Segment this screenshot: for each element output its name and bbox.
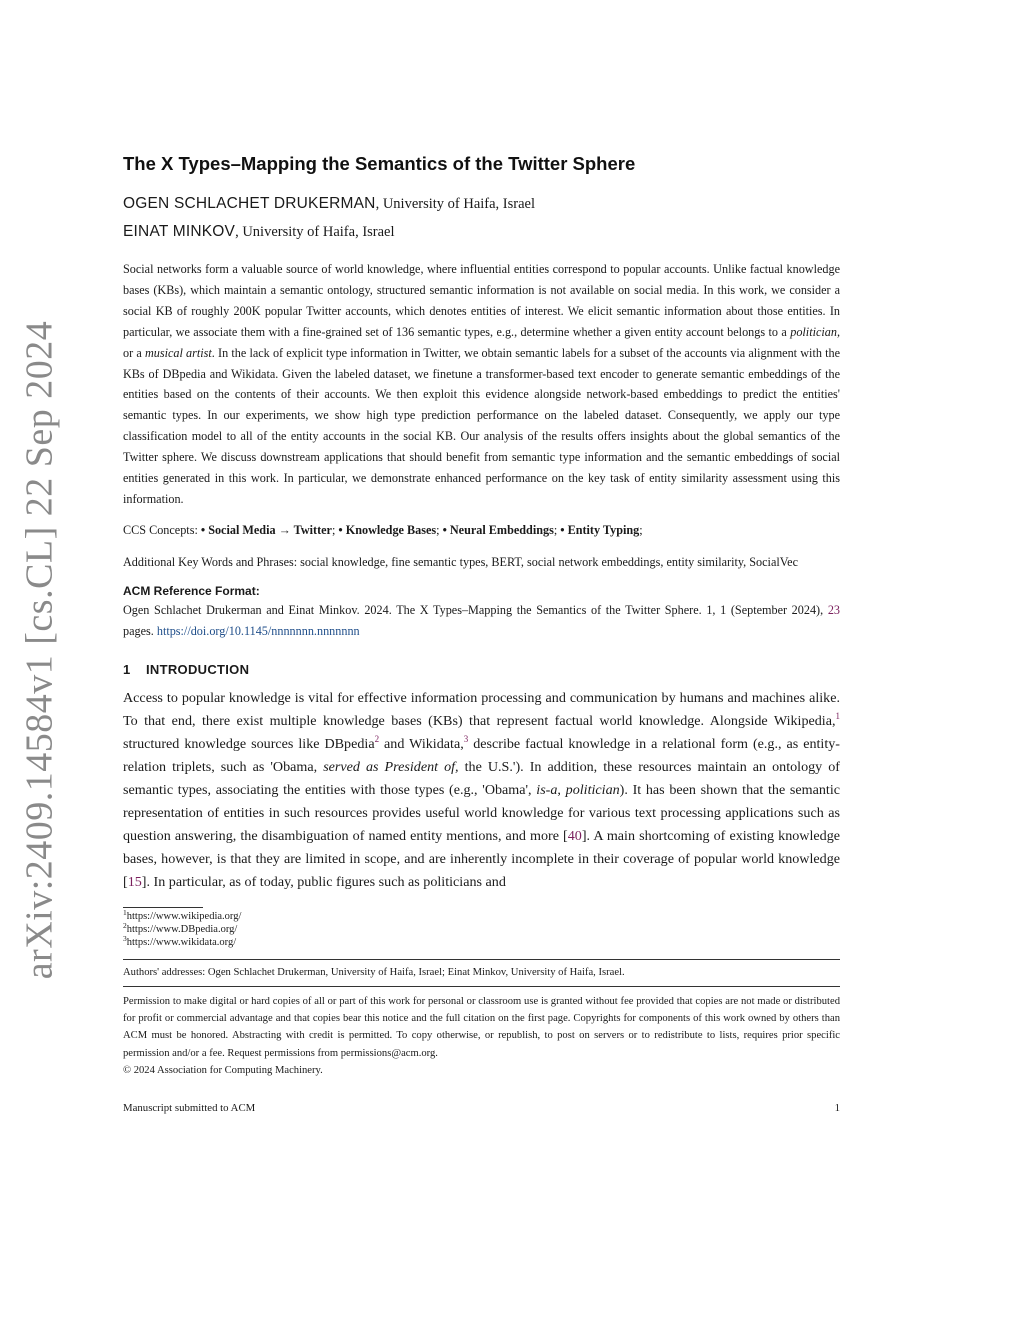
section-heading — [123, 662, 840, 677]
abstract-part-3: . In the lack of explicit type information in Twitter, we obtain semantic labels for a subset of the accounts via alignment with the KBs of DBpedia and Wikidata. Given the labeled dataset, we finetune a transformer-based text encoder to generate semantic embeddings of the entities based on the contents of their accounts. We then exploit this evidence alongside network-based embeddings to predict the entities' semantic types. In our experiments, we show high type prediction performance on the labeled dataset. Consequently, we apply our type classification model to all of the entity accounts in the social KB. Our analysis of the results offers insights about the global semantics of the Twitter sphere. We discuss downstream applications that should benefit from semantic type information and the semantic embeddings of social entities generated in this work. In particular, we demonstrate enhanced performance on the key task of entity similarity assessment using this information. — [123, 345, 840, 506]
intro-text-9: ]. In particular, as of today, public figures such as politicians and — [141, 874, 506, 891]
intro-text-4: describe factual knowledge in a relational form (e.g., as entity-relation triplets, such as 'Obama, — [123, 735, 840, 775]
ccs-sep-1: ; — [331, 522, 339, 537]
footnote-ref-2[interactable]: 2 — [374, 733, 380, 744]
ccs-concepts — [123, 520, 840, 540]
ccs-concept-3: • Neural Embeddings — [442, 522, 554, 537]
citation-15[interactable]: 15 — [127, 874, 142, 891]
paper-title: The X Types–Mapping the Semantics of the Twitter Sphere — [123, 153, 636, 174]
abstract-part-2: or a — [123, 345, 145, 360]
intro-text-3: and Wikidata, — [379, 735, 464, 752]
page-number: 1 — [834, 1102, 840, 1114]
doi-link[interactable]: https://doi.org/10.1145/nnnnnnn.nnnnnnn — [156, 623, 360, 638]
footnote-rule — [123, 907, 203, 908]
arxiv-stamp-text: arXiv:2409.14584v1 [cs.CL] 22 Sep 2024 — [18, 320, 61, 980]
intro-text-7: ). It has been shown that the semantic representation of entities in such resources provides useful world knowledge for various text processing applications such as question answering, the disambiguation of named entity mentions, and more [ — [123, 782, 840, 845]
ccs-concept-2: • Knowledge Bases — [338, 522, 437, 537]
footer-manuscript: Manuscript submitted to ACM — [123, 1102, 256, 1114]
author-1 — [123, 193, 840, 215]
intro-text-6: , — [557, 782, 566, 799]
ccs-end: ; — [639, 522, 643, 537]
author-2-affiliation: , University of Haifa, Israel — [235, 224, 395, 240]
paper-page — [123, 153, 840, 1079]
intro-text-1: Access to popular knowledge is vital for effective information processing and communication by humans and machines alike. To that end, there exist multiple knowledge bases (KBs) that represent factual world knowledge. Alongside Wikipedia, — [123, 689, 840, 729]
ccs-sep-3: ; — [553, 522, 561, 537]
footnote-2-url[interactable]: https://www.DBpedia.org/ — [126, 923, 238, 935]
addresses-rule — [123, 959, 840, 960]
reference-heading: ACM Reference Format: — [123, 583, 260, 598]
footnote-2 — [123, 920, 840, 936]
citation-40[interactable]: 40 — [567, 828, 582, 845]
ccs-concept-4: • Entity Typing — [560, 522, 640, 537]
permission-rule — [123, 986, 840, 987]
reference-text: Ogen Schlachet Drukerman and Einat Minkov. 2024. The X Types–Mapping the Semantics of the Twitter Sphere. 1, 1 (September 2024), — [123, 602, 828, 617]
footnote-ref-1[interactable]: 1 — [835, 710, 840, 721]
footnote-3-num: 3 — [123, 933, 127, 943]
abstract-em-musical-artist: musical artist — [144, 345, 212, 360]
arxiv-stamp — [14, 320, 64, 980]
pages-link[interactable]: 23 — [827, 602, 840, 617]
reference-format — [123, 600, 840, 642]
footnote-3 — [123, 933, 840, 949]
intro-paragraph — [123, 687, 840, 895]
section-number: 1 — [123, 661, 131, 677]
footnote-3-url[interactable]: https://www.wikidata.org/ — [126, 936, 237, 948]
section-title: INTRODUCTION — [146, 661, 250, 677]
ccs-sep-2: ; — [436, 522, 443, 537]
pages-word: pages. — [123, 623, 157, 638]
copyright-notice: © 2024 Association for Computing Machinery. — [123, 1065, 323, 1077]
footnote-1-url[interactable]: https://www.wikipedia.org/ — [126, 910, 242, 922]
intro-em-is-a: is-a — [536, 782, 558, 799]
abstract — [123, 259, 840, 510]
footnote-1-num: 1 — [123, 907, 127, 917]
footnote-1 — [123, 907, 840, 923]
footnote-ref-3[interactable]: 3 — [463, 733, 469, 744]
intro-em-served: served as President of, — [323, 758, 459, 775]
intro-text-8: ]. A main shortcoming of existing knowledge bases, however, is that they are limited in scope, and are inherently incomplete in their coverage of popular world knowledge [ — [123, 828, 840, 891]
author-1-affiliation: , University of Haifa, Israel — [375, 196, 536, 212]
page-footer — [123, 1102, 840, 1114]
intro-text-5: the U.S.'). In addition, these resources maintain an ontology of semantic types, associating the entities with those types (e.g., 'Obama', — [123, 758, 840, 799]
ccs-label: CCS Concepts: — [123, 522, 201, 537]
permission-notice: Permission to make digital or hard copies of all or part of this work for personal or classroom use is granted without fee provided that copies are not made or distributed for profit or commercial advantage and that copies bear this notice and the full citation on the first page. Copyrights for components of this work owned by others than ACM must be honored. Abstracting with credit is permitted. To copy otherwise, or republish, to post on servers or to redistribute to lists, requires prior specific permission and/or a fee. Request permissions from permissions@acm.org. — [123, 995, 840, 1059]
keywords: Additional Key Words and Phrases: social knowledge, fine semantic types, BERT, social network embeddings, entity similarity, SocialVec — [123, 554, 799, 569]
footnote-2-num: 2 — [123, 920, 127, 930]
author-2 — [123, 221, 840, 243]
author-2-name: EINAT MINKOV — [123, 223, 236, 240]
abstract-em-politician: politician, — [790, 324, 840, 339]
authors-addresses: Authors' addresses: Ogen Schlachet Drukerman, University of Haifa, Israel; Einat Minkov, University of Haifa, Israel. — [123, 966, 625, 978]
author-1-name: OGEN SCHLACHET DRUKERMAN — [123, 195, 376, 212]
intro-em-politician: politician — [565, 782, 620, 799]
ccs-concept-1: • Social Media → Twitter — [200, 522, 332, 537]
abstract-part-1: Social networks form a valuable source of world knowledge, where influential entities correspond to popular accounts. Unlike factual knowledge bases (KBs), which maintain a semantic ontology, structured semantic information is not available on social media. In this work, we consider a social KB of roughly 200K popular Twitter accounts, which denotes entities of interest. We elicit semantic information about those entities. In particular, we associate them with a fine-grained set of 136 semantic types, e.g., determine whether a given entity account belongs to a — [123, 262, 840, 339]
intro-text-2: structured knowledge sources like DBpedia — [123, 735, 375, 752]
